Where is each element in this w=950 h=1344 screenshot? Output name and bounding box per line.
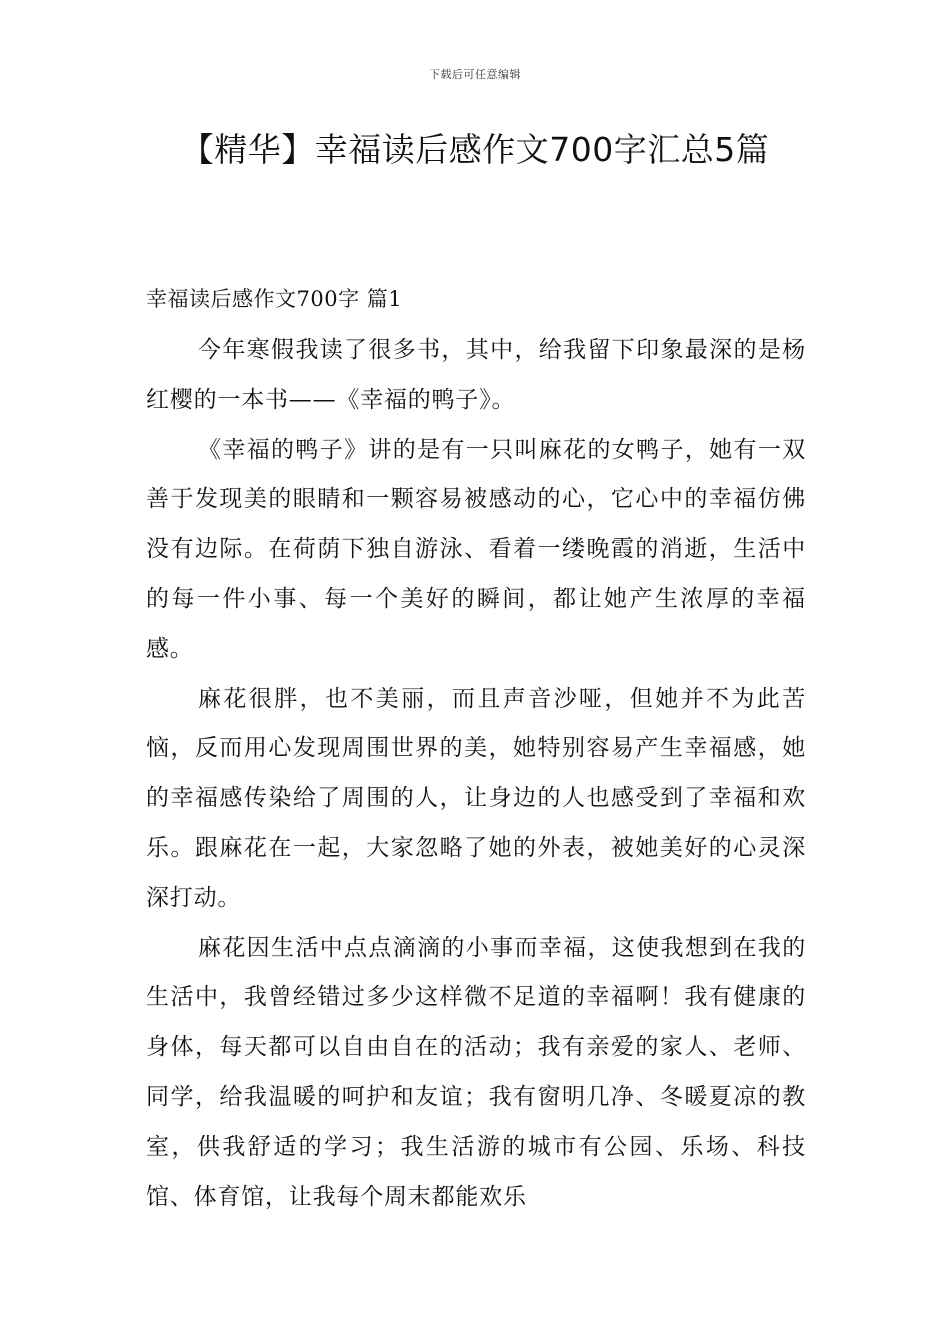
document-title: 【精华】幸福读后感作文700字汇总5篇	[180, 130, 770, 169]
paragraph: 今年寒假我读了很多书，其中，给我留下印象最深的是杨红樱的一本书——《幸福的鸭子》。	[146, 337, 806, 413]
paragraph: 麻花因生活中点点滴滴的小事而幸福，这使我想到在我的生活中，我曾经错过多少这样微不足道的幸福啊！我有健康的身体，每天都可以自由自在的活动；我有亲爱的家人、老师、同学，给我温暖的呵护和友谊；我有窗明几净、冬暖夏凉的教室，供我舒适的学习；我生活游的城市有公园、乐场、科技馆、体育馆，让我每个周末都能欢乐	[146, 934, 806, 1210]
paragraph: 麻花很胖，也不美丽，而且声音沙哑，但她并不为此苦恼，反而用心发现周围世界的美，她特别容易产生幸福感，她的幸福感传染给了周围的人，让身边的人也感受到了幸福和欢乐。跟麻花在一起，大家忽略了她的外表，被她美好的心灵深深打动。	[146, 685, 806, 911]
paragraph: 《幸福的鸭子》讲的是有一只叫麻花的女鸭子，她有一双善于发现美的眼睛和一颗容易被感动的心，它心中的幸福仿佛没有边际。在荷荫下独自游泳、看着一缕晚霞的消逝，生活中的每一件小事、每一个美好的瞬间，都让她产生浓厚的幸福感。	[146, 436, 806, 662]
header-note: 下载后可任意编辑	[429, 68, 521, 81]
section-heading: 幸福读后感作文700字 篇1	[146, 287, 403, 311]
article-body	[146, 326, 806, 1222]
